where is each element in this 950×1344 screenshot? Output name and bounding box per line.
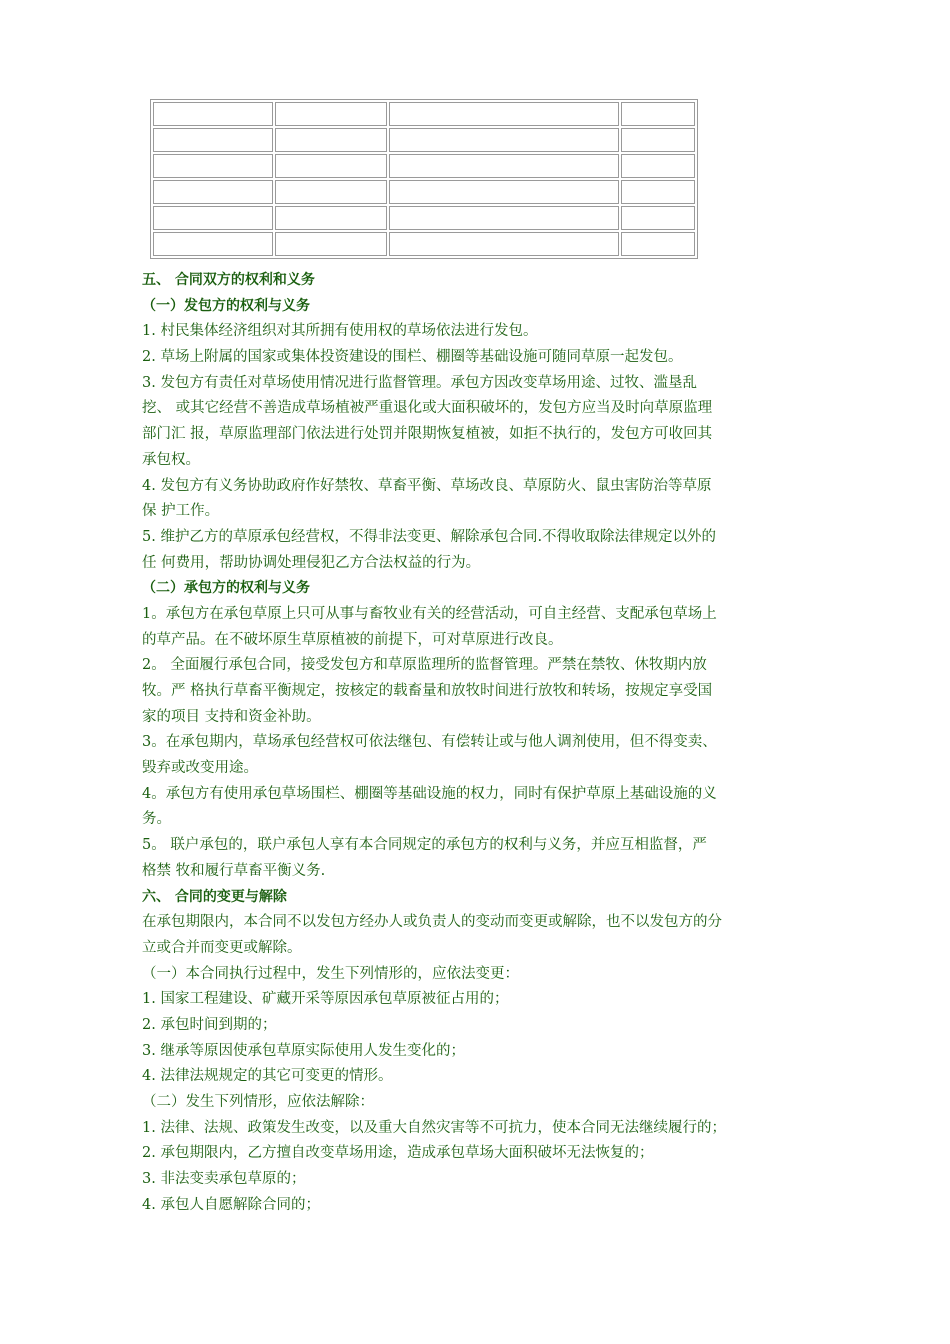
text-line: 立或合并而变更或解除。: [142, 939, 302, 956]
text-line: 5. 维护乙方的草原承包经营权，不得非法变更、解除承包合同.不得收取除法律规定以外的: [142, 528, 717, 545]
text-line: 3。在承包期内，草场承包经营权可依法继包、有偿转让或与他人调剂使用，但不得变卖、: [142, 734, 717, 751]
text-line: 2. 承包时间到期的；: [142, 1016, 277, 1033]
text-line: 家的项目 支持和资金补助。: [142, 708, 321, 725]
table-cell: [275, 128, 387, 152]
text-line: 部门汇 报，草原监理部门依法进行处罚并限期恢复植被，如拒不执行的，发包方可收回其: [142, 426, 713, 443]
text-line: 任 何费用，帮助协调处理侵犯乙方合法权益的行为。: [142, 554, 481, 571]
text-line: （二）发生下列情形，应依法解除：: [142, 1094, 374, 1110]
table-cell: [153, 180, 273, 204]
table-row: [153, 180, 695, 204]
table-cell: [621, 232, 695, 256]
section-heading: （二）承包方的权利与义务: [142, 580, 310, 597]
table-cell: [621, 180, 695, 204]
table-cell: [621, 154, 695, 178]
table-row: [153, 206, 695, 230]
table-cell: [621, 102, 695, 126]
table-cell: [153, 102, 273, 126]
text-line: 2. 承包期限内，乙方擅自改变草场用途，造成承包草场大面积破坏无法恢复的；: [142, 1145, 654, 1162]
text-line: 4. 承包人自愿解除合同的；: [142, 1196, 320, 1213]
table-cell: [389, 128, 619, 152]
table-row: [153, 154, 695, 178]
table-cell: [389, 154, 619, 178]
text-line: 1. 国家工程建设、矿藏开采等原因承包草原被征占用的；: [142, 991, 509, 1008]
text-line: 1. 法律、法规、政策发生改变，以及重大自然灾害等不可抗力，使本合同无法继续履行的；: [142, 1119, 726, 1136]
section-heading: （一）发包方的权利与义务: [142, 297, 310, 314]
text-line: （一）本合同执行过程中，发生下列情形的，应依法变更：: [142, 965, 519, 982]
section-heading: 六、 合同的变更与解除: [142, 888, 287, 905]
table-cell: [153, 206, 273, 230]
text-line: 1。承包方在承包草原上只可从事与畜牧业有关的经营活动，可自主经营、支配承包草场上: [142, 605, 717, 622]
table-row: [153, 128, 695, 152]
table-cell: [153, 128, 273, 152]
text-line: 保 护工作。: [142, 503, 220, 520]
table-cell: [153, 232, 273, 256]
text-line: 务。: [142, 811, 171, 828]
table-cell: [621, 128, 695, 152]
text-line: 4。承包方有使用承包草场围栏、棚圈等基础设施的权力，同时有保护草原上基础设施的义: [142, 785, 717, 802]
text-line: 4. 发包方有义务协助政府作好禁牧、草畜平衡、草场改良、草原防火、鼠虫害防治等草原: [142, 477, 712, 494]
text-line: 毁弃或改变用途。: [142, 760, 258, 777]
table-cell: [275, 102, 387, 126]
table-cell: [275, 232, 387, 256]
table-cell: [389, 180, 619, 204]
text-line: 5。 联户承包的，联户承包人享有本合同规定的承包方的权利与义务，并应互相监督，严: [142, 837, 707, 854]
table-cell: [389, 232, 619, 256]
table-cell: [621, 206, 695, 230]
text-line: 2. 草场上附属的国家或集体投资建设的围栏、棚圈等基础设施可随同草原一起发包。: [142, 349, 683, 366]
text-line: 承包权。: [142, 451, 200, 468]
text-line: 在承包期限内，本合同不以发包方经办人或负责人的变动而变更或解除，也不以发包方的分: [142, 914, 722, 931]
text-line: 1. 村民集体经济组织对其所拥有使用权的草场依法进行发包。: [142, 323, 538, 340]
text-line: 4. 法律法规规定的其它可变更的情形。: [142, 1068, 393, 1085]
text-line: 3. 非法变卖承包草原的；: [142, 1171, 306, 1188]
text-line: 2。 全面履行承包合同，接受发包方和草原监理所的监督管理。严禁在禁牧、休牧期内放: [142, 657, 707, 674]
text-line: 的草产品。在不破坏原生草原植被的前提下，可对草原进行改良。: [142, 631, 563, 648]
table-cell: [275, 180, 387, 204]
empty-table: [150, 99, 698, 259]
table-cell: [389, 206, 619, 230]
table-row: [153, 232, 695, 256]
contract-text: [142, 268, 832, 1218]
table-cell: [153, 154, 273, 178]
table-cell: [275, 154, 387, 178]
table-cell: [275, 206, 387, 230]
text-line: 3. 继承等原因使承包草原实际使用人发生变化的；: [142, 1042, 465, 1059]
text-line: 挖、 或其它经营不善造成草场植被严重退化或大面积破坏的，发包方应当及时向草原监理: [142, 400, 713, 417]
section-heading: 五、 合同双方的权利和义务: [142, 272, 315, 288]
table-row: [153, 102, 695, 126]
text-line: 牧。严 格执行草畜平衡规定，按核定的载畜量和放牧时间进行放牧和转场，按规定享受国: [142, 683, 713, 699]
text-line: 格禁 牧和履行草畜平衡义务.: [142, 862, 326, 879]
text-line: 3. 发包方有责任对草场使用情况进行监督管理。承包方因改变草场用途、过牧、滥垦乱: [142, 374, 697, 391]
table-cell: [389, 102, 619, 126]
